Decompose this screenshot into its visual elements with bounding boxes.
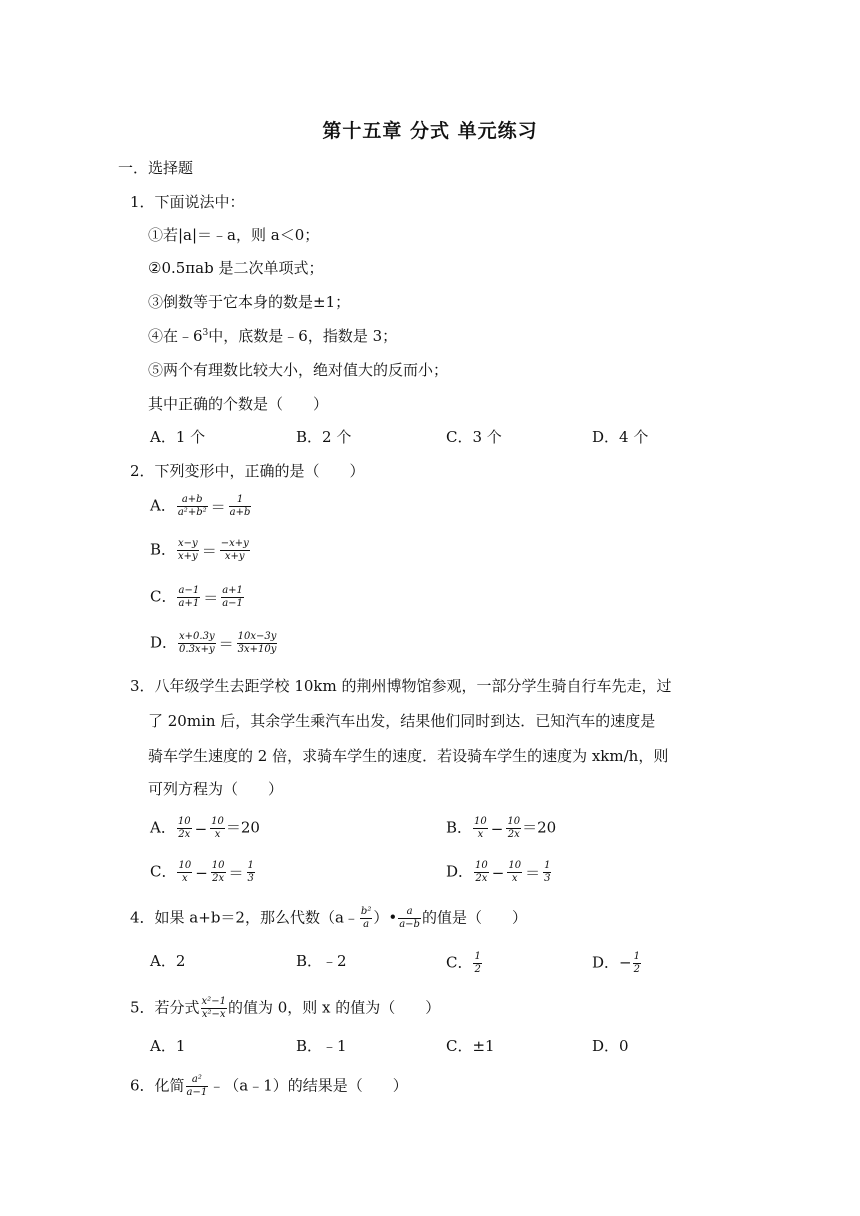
q1-option-d: D．4 个: [592, 428, 649, 446]
q3-option-d: D． $\frac{10}{2x}$ − $\frac{10}{x}$ ＝ $\frac{1}{3}$: [446, 860, 551, 884]
q6-stem: 6．化简 $\frac{\text{a²}}{a-1}$ ﹣（a﹣1）的结果是（ ）: [130, 1074, 408, 1098]
q1-statement-4: ④在$﹣6^3$中，底数是﹣6，指数是 3；: [148, 327, 398, 345]
section-heading: 一．选择题: [118, 159, 194, 177]
page-title: 第十五章 分式 单元练习: [322, 120, 538, 142]
q5-option-c: C．±1: [446, 1037, 495, 1055]
q1-option-c: C．3 个: [446, 428, 502, 446]
q4-option-d: D．− $\frac{1}{2}$: [592, 951, 640, 975]
q1-statement-3: ③倒数等于它本身的数是±1；: [148, 293, 351, 311]
q1-statement-2: ②0.5πab 是二次单项式；: [148, 259, 324, 277]
q4-option-c: C． $\frac{1}{2}$: [446, 951, 481, 975]
q2-option-c: C． $\frac{a-1}{a+1}$ ＝ $\frac{a+1}{a-1}$: [150, 585, 243, 609]
q2-option-b: B． $\frac{x-y}{x+y}$ ＝ $\frac{-x+y}{x+y}$: [150, 538, 249, 562]
q3-option-a: A． $\frac{10}{2x}$ − $\frac{10}{x}$ ＝20: [150, 816, 260, 840]
q2-option-d: D． $\frac{x+0.3y}{0.3x+y}$ ＝ $\frac{10x-3y}{3x+10y}$: [150, 631, 277, 655]
q5-option-a: A．1: [150, 1037, 186, 1055]
q4-option-a: A．2: [150, 952, 186, 970]
q1-ask: 其中正确的个数是（ ）: [148, 395, 329, 413]
q3-option-b: B． $\frac{10}{x}$ − $\frac{10}{2x}$ ＝20: [446, 816, 557, 840]
q2-stem: 2．下列变形中，正确的是（ ）: [130, 462, 365, 480]
q3-line-2: 了 20min 后，其余学生乘汽车出发，结果他们同时到达．已知汽车的速度是: [148, 712, 656, 730]
q1-statement-5: ⑤两个有理数比较大小，绝对值大的反而小；: [148, 361, 449, 379]
q1-option-b: B．2 个: [296, 428, 352, 446]
q4-option-b: B．﹣2: [296, 952, 347, 970]
q4-stem: 4．如果 a+b＝2，那么代数（a﹣ $\frac{\text{b²}}{a}$ ）• $\frac{a}{a-b}$ 的值是（ ）: [130, 906, 527, 930]
q3-line-1: 3．八年级学生去距学校 10km 的荆州博物馆参观，一部分学生骑自行车先走，过: [130, 677, 672, 695]
q5-option-d: D．0: [592, 1037, 629, 1055]
q2-option-a: A． $\frac{a+b}{\text{a²+b²}}$ ＝ $\frac{1}{a+b}$: [150, 494, 251, 518]
q1-stem: 1．下面说法中：: [130, 193, 245, 211]
q5-stem: 5．若分式 $\frac{\text{x²−1}}{\text{x²−x}}$ 的值为 0，则 x 的值为（ ）: [130, 996, 441, 1020]
q1-statement-1: ①若|a|＝﹣a，则 a＜0；: [148, 226, 320, 244]
q5-option-b: B．﹣1: [296, 1037, 347, 1055]
q3-option-c: C． $\frac{10}{x}$ − $\frac{10}{2x}$ ＝ $\frac{1}{3}$: [150, 860, 254, 884]
q1-option-a: A．1 个: [150, 428, 206, 446]
q3-line-3: 骑车学生速度的 2 倍，求骑车学生的速度．若设骑车学生的速度为 xkm/h，则: [148, 747, 669, 765]
q3-line-4: 可列方程为（ ）: [148, 780, 284, 798]
